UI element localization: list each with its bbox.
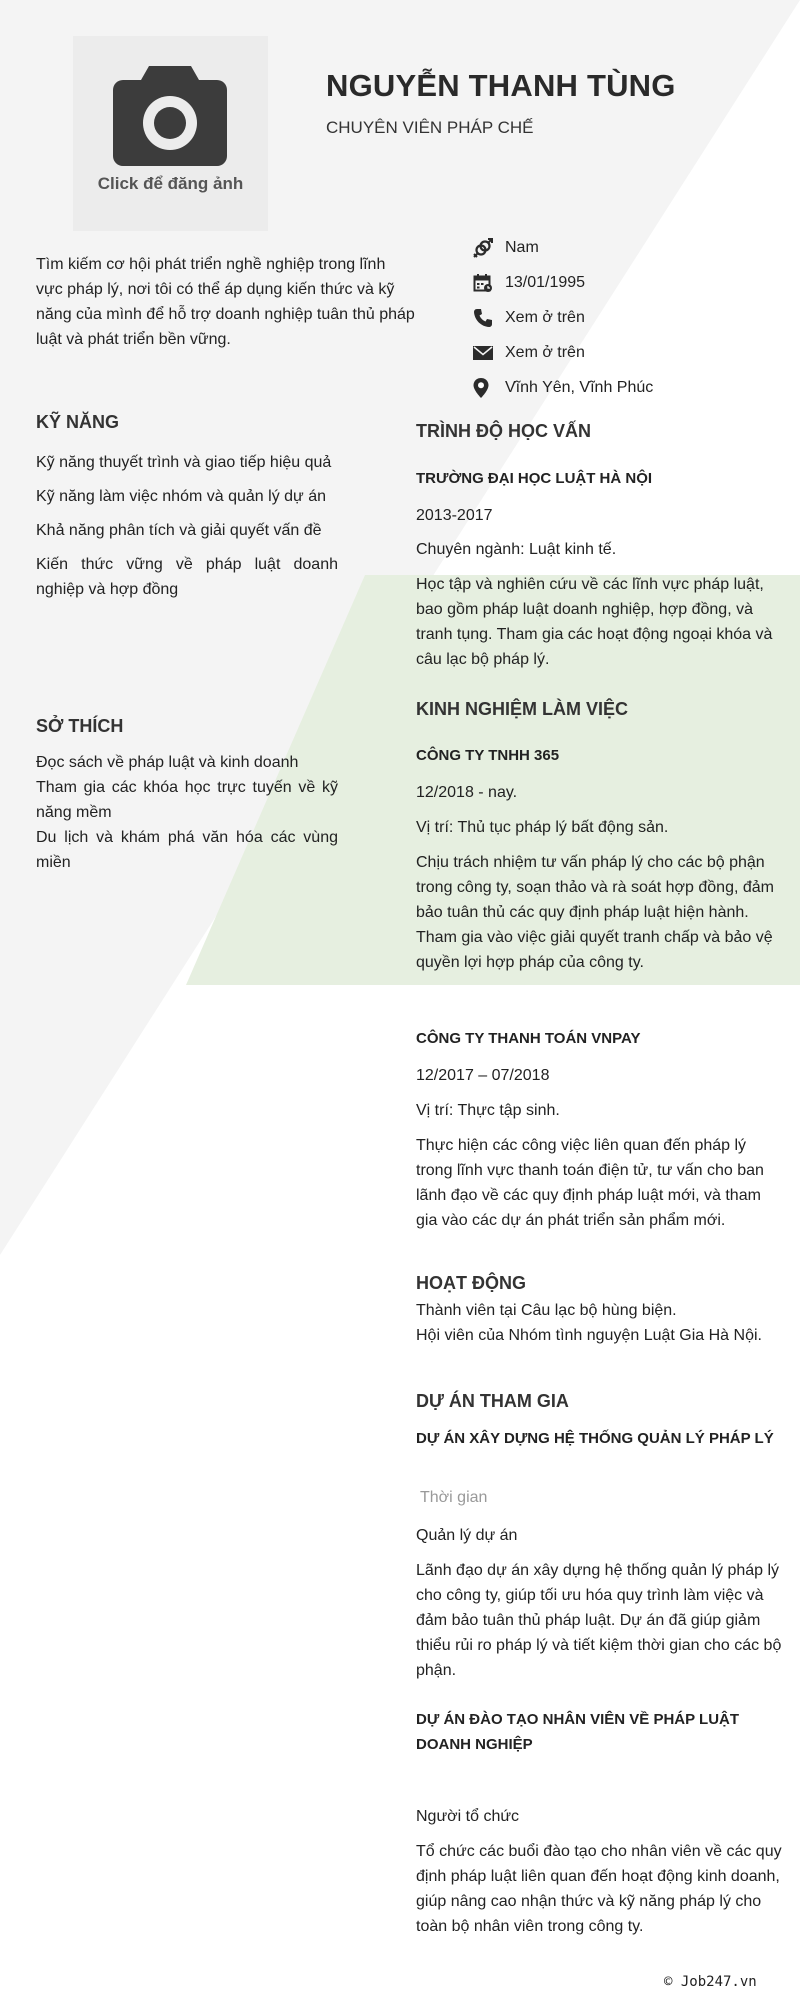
phone-icon — [473, 308, 505, 328]
location-value: Vĩnh Yên, Vĩnh Phúc — [505, 378, 654, 396]
personal-info — [473, 230, 773, 405]
job-company: CÔNG TY THANH TOÁN VNPAY — [416, 1030, 641, 1047]
photo-caption: Click để đăng ảnh — [97, 174, 244, 193]
info-email — [473, 335, 773, 370]
project-role: Người tổ chức — [416, 1808, 520, 1825]
skill-item: Kỹ năng làm việc nhóm và quản lý dự án — [36, 488, 326, 505]
job-company: CÔNG TY TNHH 365 — [416, 747, 560, 764]
job-period: 12/2017 – 07/2018 — [416, 1067, 550, 1084]
photo-upload[interactable] — [73, 36, 268, 231]
hobby-item: Du lịch và khám phá văn hóa các vùng miền — [36, 829, 338, 871]
activities-title: HOẠT ĐỘNG — [416, 1273, 526, 1293]
job-description: Chịu trách nhiệm tư vấn pháp lý cho các bộ phận trong công ty, soạn thảo và rà soát hợp đồng, đảm bảo tuân thủ các quy định pháp luật hiện hành. Tham gia vào việc giải quyết tranh chấp và bảo vệ quyền lợi hợp pháp của công ty. — [416, 854, 774, 971]
education-title: TRÌNH ĐỘ HỌC VẤN — [416, 421, 591, 441]
info-location — [473, 370, 773, 405]
skills-list — [36, 450, 338, 611]
info-phone — [473, 300, 773, 335]
education-period: 2013-2017 — [416, 507, 493, 524]
candidate-name: NGUYỄN THANH TÙNG — [326, 68, 676, 103]
gender-icon — [473, 238, 505, 258]
candidate-title: CHUYÊN VIÊN PHÁP CHẾ — [326, 118, 534, 137]
location-icon — [473, 378, 505, 398]
career-objective: Tìm kiếm cơ hội phát triển nghề nghiệp trong lĩnh vực pháp lý, nơi tôi có thể áp dụng kiến thức và kỹ năng của mình để hỗ trợ doanh nghiệp tuân thủ pháp luật và phát triển bền vững. — [36, 256, 415, 348]
activity-item: Hội viên của Nhóm tình nguyện Luật Gia Hà Nội. — [416, 1327, 762, 1344]
birthday-value: 13/01/1995 — [505, 273, 586, 291]
info-gender — [473, 230, 773, 265]
calendar-icon — [473, 273, 505, 293]
job-description: Thực hiện các công việc liên quan đến pháp lý trong lĩnh vực thanh toán điện tử, tư vấn cho ban lãnh đạo về các quy định pháp luật mới, và tham gia vào các dự án phát triển sản phẩm mới. — [416, 1137, 764, 1229]
project-name: DỰ ÁN XÂY DỰNG HỆ THỐNG QUẢN LÝ PHÁP LÝ — [416, 1430, 774, 1447]
footer-copyright: © Job247.vn — [664, 1974, 757, 1990]
education-major: Chuyên ngành: Luật kinh tế. — [416, 541, 617, 558]
email-value: Xem ở trên — [505, 343, 585, 361]
project-name: DỰ ÁN ĐÀO TẠO NHÂN VIÊN VỀ PHÁP LUẬT DOANH NGHIỆP — [416, 1711, 740, 1753]
project-time[interactable]: Thời gian — [420, 1489, 488, 1506]
skill-item: Khả năng phân tích và giải quyết vấn đề — [36, 522, 322, 539]
education-description: Học tập và nghiên cứu về các lĩnh vực pháp luật, bao gồm pháp luật doanh nghiệp, hợp đồng, và tranh tụng. Tham gia các hoạt động ngoại khóa và câu lạc bộ pháp lý. — [416, 576, 773, 668]
skill-item: Kỹ năng thuyết trình và giao tiếp hiệu quả — [36, 454, 332, 471]
project-description: Lãnh đạo dự án xây dựng hệ thống quản lý pháp lý cho công ty, giúp tối ưu hóa quy trình làm việc và đảm bảo tuân thủ pháp luật. Dự án đã giúp giảm thiểu rủi ro pháp lý và tiết kiệm thời gian cho các bộ phận. — [416, 1562, 782, 1679]
hobby-item: Tham gia các khóa học trực tuyến về kỹ năng mềm — [36, 779, 338, 821]
skills-title: KỸ NĂNG — [36, 412, 120, 432]
experience-title: KINH NGHIỆM LÀM VIỆC — [416, 699, 629, 719]
hobbies-title: SỞ THÍCH — [36, 716, 124, 736]
camera-icon — [111, 62, 229, 168]
gender-value: Nam — [505, 238, 539, 256]
info-birthday — [473, 265, 773, 300]
project-description: Tổ chức các buổi đào tạo cho nhân viên về các quy định pháp luật liên quan đến hoạt động kinh doanh, giúp nâng cao nhận thức và kỹ năng pháp lý cho toàn bộ nhân viên trong công ty. — [416, 1843, 782, 1935]
skill-item: Kiến thức vững về pháp luật doanh nghiệp và hợp đồng — [36, 556, 338, 598]
hobbies-list — [36, 750, 338, 875]
job-period: 12/2018 - nay. — [416, 784, 518, 801]
project-role: Quản lý dự án — [416, 1527, 518, 1544]
activity-item: Thành viên tại Câu lạc bộ hùng biện. — [416, 1302, 677, 1319]
phone-value: Xem ở trên — [505, 308, 585, 326]
job-position: Vị trí: Thực tập sinh. — [416, 1102, 560, 1119]
hobby-item: Đọc sách về pháp luật và kinh doanh — [36, 754, 299, 771]
projects-title: DỰ ÁN THAM GIA — [416, 1391, 569, 1411]
education-school: TRƯỜNG ĐẠI HỌC LUẬT HÀ NỘI — [416, 470, 653, 487]
email-icon — [473, 345, 505, 361]
job-position: Vị trí: Thủ tục pháp lý bất động sản. — [416, 819, 669, 836]
